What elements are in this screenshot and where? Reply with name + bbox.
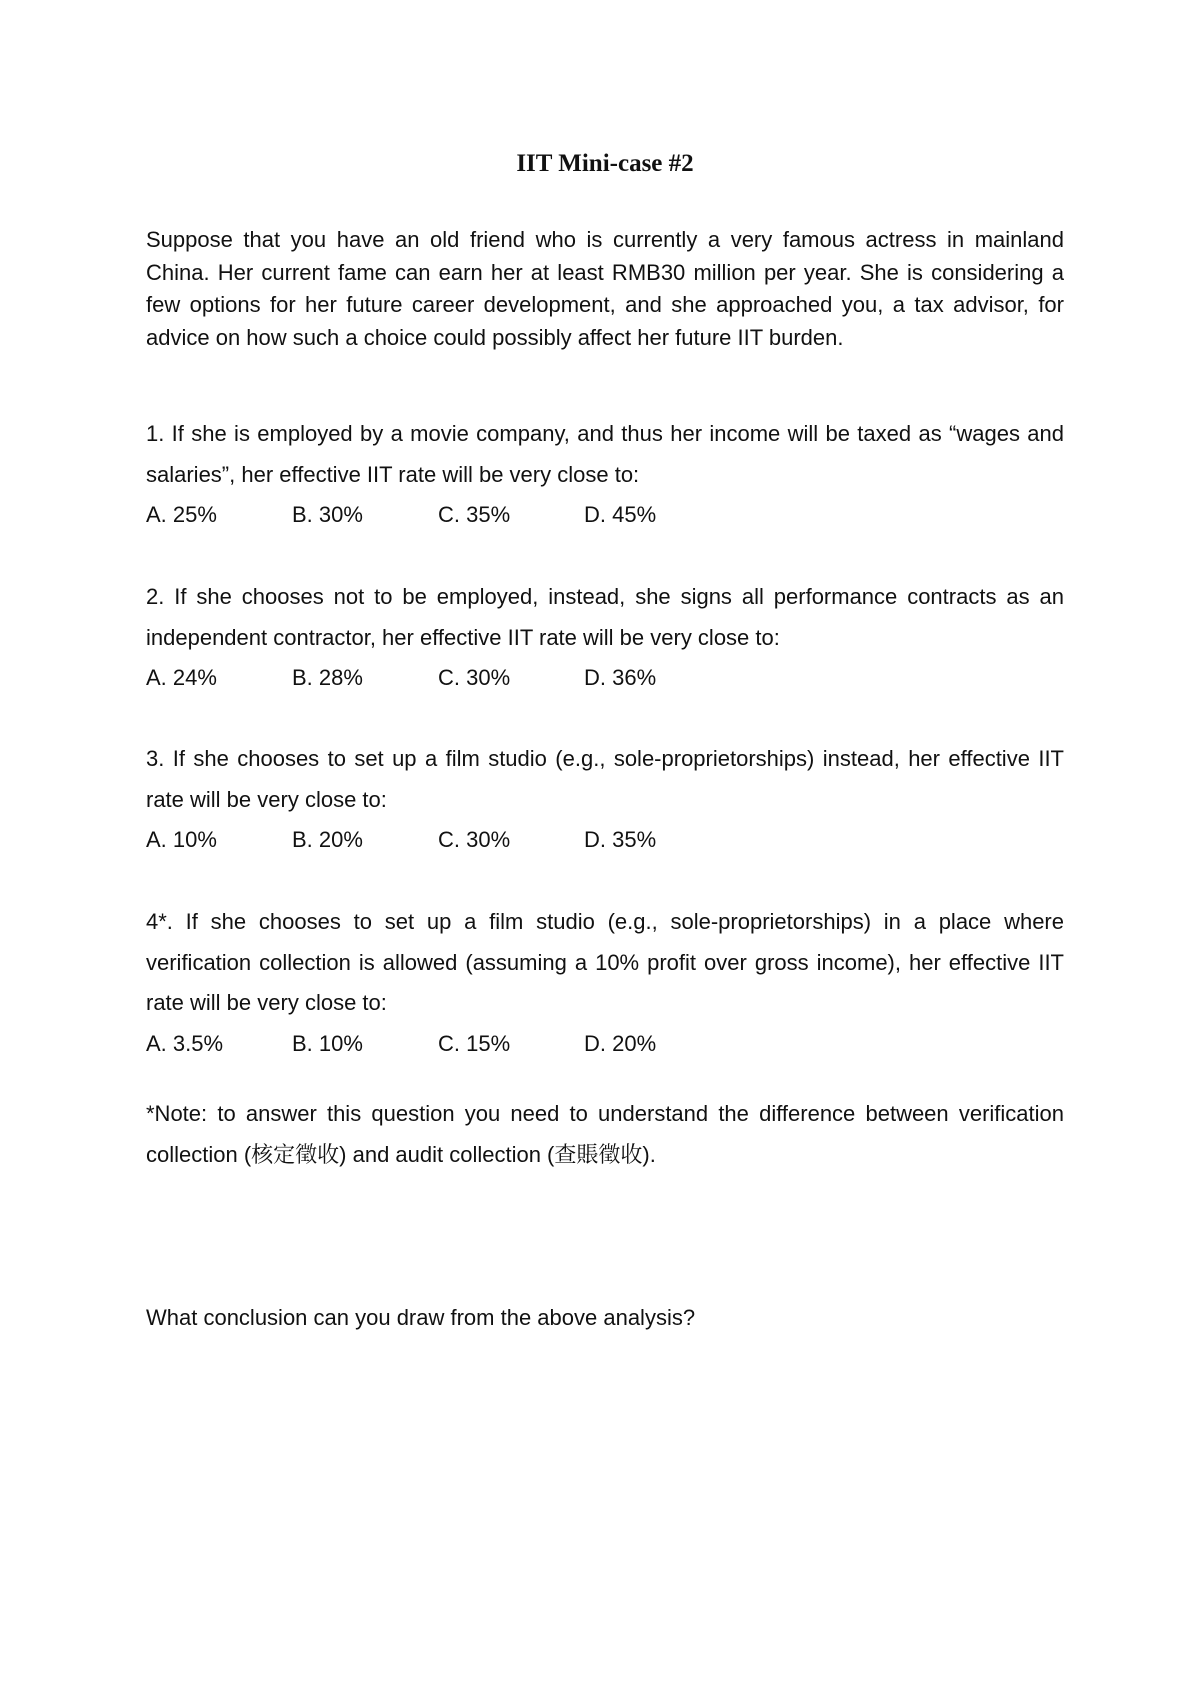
option-a: A. 25% [146, 502, 217, 527]
question-1 [146, 414, 1064, 535]
question-1-text: 1. If she is employed by a movie company, and thus her income will be taxed as “wages and salaries”, her effective IIT rate will be very close to: [146, 421, 1064, 487]
question-3-options [146, 820, 1064, 860]
conclusion-question: What conclusion can you draw from the above analysis? [146, 1305, 696, 1330]
footnote: *Note: to answer this question you need to understand the difference between verification collection (核定徵收) and audit collection (查賬徵收). [146, 1101, 1064, 1167]
question-3 [146, 739, 1064, 860]
question-2-text: 2. If she chooses not to be employed, instead, she signs all performance contracts as an independent contractor, her effective IIT rate will be very close to: [146, 584, 1064, 650]
option-b: B. 20% [292, 827, 363, 852]
option-d: D. 20% [584, 1030, 657, 1056]
option-d: D. 45% [584, 502, 657, 527]
option-c: C. 30% [438, 665, 511, 690]
question-2-options [146, 658, 1064, 698]
question-1-options [146, 495, 1064, 535]
option-a: A. 3.5% [146, 1030, 224, 1056]
option-c: C. 15% [438, 1030, 511, 1056]
question-2 [146, 577, 1064, 698]
option-a: A. 10% [146, 827, 217, 852]
option-d: D. 36% [584, 665, 657, 690]
question-3-text: 3. If she chooses to set up a film studio (e.g., sole-proprietorships) instead, her effective IIT rate will be very close to: [146, 746, 1064, 812]
question-4-options [146, 1024, 1064, 1064]
intro-paragraph: Suppose that you have an old friend who is currently a very famous actress in mainland China. Her current fame can earn her at least RMB30 million per year. She is considering a few options for her future career development, and she approached you, a tax advisor, for advice on how such a choice could possibly affect her future IIT burden. [146, 227, 1064, 350]
question-4 [146, 902, 1064, 1064]
option-b: B. 10% [292, 1030, 363, 1056]
option-a: A. 24% [146, 665, 217, 690]
option-c: C. 35% [438, 502, 511, 527]
option-d: D. 35% [584, 827, 657, 852]
option-c: C. 30% [438, 827, 511, 852]
question-4-text: 4*. If she chooses to set up a film studio (e.g., sole-proprietorships) in a place where verification collection is allowed (assuming a 10% profit over gross income), her effective IIT rate will be very close to: [146, 909, 1064, 1015]
option-b: B. 30% [292, 502, 363, 527]
option-b: B. 28% [292, 665, 363, 690]
document-title: IIT Mini-case #2 [516, 150, 694, 177]
